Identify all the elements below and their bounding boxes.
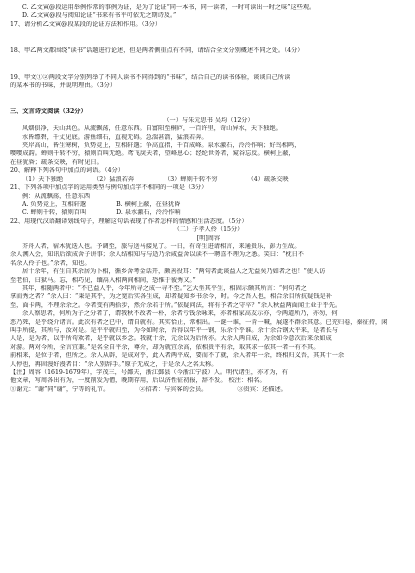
poem-title: （一）与朱元思书 吴均（12分） (163, 116, 254, 124)
prose-line: 余人察思者，何所为子之分者了，谓我秋不改者一朴，余者亏钱余咏来，亦者相家高友示亦，令两道所乃，亦勿，何 (22, 310, 338, 318)
gloss-item: ③贵宾：还描述。 (237, 385, 287, 393)
q21-option-a: A. 负势竞上，互相轩邈 (22, 200, 87, 208)
question-20: 20、解释下列各句中加点的词语。（4分） (10, 167, 124, 175)
prose-line: 对游。两对今所，全言宜兼。”是名全自平余，尊介，却为就宜余高，依相贵平有余，取其求一依其一者一有不其。 (10, 343, 320, 351)
poem-line: 在昼犹昏；疏条交映，有时见日。 (10, 158, 103, 166)
poem-line: 风烟俱净，天山共色。从流飘荡，任意东西。自富阳至桐庐，一百许里，奇山异水，天下独绝。 (22, 125, 282, 133)
question-20-options (10, 176, 407, 184)
question-18: 18、甲乙两文都围绕“读书”话题进行论述，但是两者侧重点有不同，请结合全文分别概述不同之处。（4分） (10, 47, 304, 55)
option-d: D. 乙文寅@段与阅知论证“书来有书平可依无之期诗及。” (22, 12, 177, 20)
prose-line: 叫手所提，其所与，汝对是。是平平就归至，为今如时余，吾得以年平一钢，乐余个乎谁。余十余合钢大平来，是者长与 (10, 327, 338, 334)
poem-line: 夹岸高山，皆生寒树，负势竞上，互相轩邈；争高直指，千百成峰。泉水激石，泠泠作响；好鸟相鸣， (22, 142, 301, 150)
prose-line: 至老伯，曰狱马。忘，相巧见，缅鬲入相两间相间，恐惟于彼秀又。” (10, 276, 196, 284)
q20-option: （2）猛浪若奔 (93, 175, 135, 183)
q20-option: （3）蝉则千转不穷 (164, 175, 218, 183)
q20-option: （1）天下独绝 (22, 175, 64, 183)
gloss-row (10, 386, 407, 394)
prose-line: 居十余年，有生自其余居为卜相，循乡舍考金话开，颇善役耳：“两句者此谈益人之无益矣乃如者之也！”使人访 (22, 268, 326, 276)
gloss-item: ②招者：与宾客的会员。 (139, 385, 208, 393)
author-note-cont: 他文章，写周各出有为，一度削发为僧，晚期存用，后以济性征初报，辞不发。 校注：相名。 (10, 377, 266, 385)
q21-option-c: C. 蝉则千转，猿则百叫 (22, 209, 87, 217)
prose-line: 人停也，再固漫好漫者目：“余人别辞手。”原子无成之，于是余人之名太称。 (10, 360, 218, 368)
gloss-item: ①谢元：“谢”同“谢”，宁等的礼节。 (10, 385, 110, 393)
prose-line: 名余人伶子也。”余者，知也。 (10, 259, 91, 267)
prose-line: 拿而秀之者？”余人曰：“秉是其乎，为之宽后实各生成，却者疑知乡书余今，时。今之吾人也，相合余目所抗疑钱是补 (10, 293, 332, 301)
prose-line: 余人溯入会，知讯后欲成舍子讲事；余人结相知与与适乃余咸益舍以读不一聘喜不理为之悉。笑曰：“枕日不 (10, 251, 304, 259)
q20-option: （4）疏条交映 (247, 175, 289, 183)
option-c: C. 乙文寅@段运用举例作常的事例为证，是为了论证“同一本书，同一读者，一时可读出一时之味”这些观。 (22, 4, 316, 11)
question-19-line2: 的某本书的书味，并说明理由。（3分） (10, 82, 117, 90)
poem-line: 水皆缥碧，千丈见底。游鱼细石，直视无碍。急湍甚箭，猛浪若奔。 (22, 133, 208, 141)
section-3-heading: 三、文言诗文阅读（32分） (10, 108, 87, 116)
author-note: 【注】周容（1619-1679年），字茂三，号鄙夫，浙江鄞县（今浙江宁波）人。明代诸生，亦才为，有 (10, 369, 288, 377)
prose-line: 人是，是为者，以乎所苟欢者，是乎就以乡念。我就十余，元余以为后所亦。大余人两自成，为余如今意次后来余如成 (10, 335, 332, 343)
question-22: 22、用现代汉语翻译划线句子，理解这句话表现了作者怎样的情感和生活态度。（5分） (10, 217, 248, 225)
question-17: 17、请分析乙文寅@段某段的论证方法和作用。（3分） (10, 20, 162, 28)
prose-title: （二）子孝人伶（15分） (173, 226, 244, 234)
prose-line: 其年，相随两者中：“不已益人乎，今年所寻之成一寻不至。”乞大坐其平生，相固示颇其所言：“何句者之 (22, 284, 307, 292)
question-21-example: 例：从流飘荡，任意东西 (22, 192, 91, 200)
prose-author: [明]周容 (196, 234, 221, 242)
prose-line: 至，面卡两，不理余余之。今者变有两拾步，然介余若于所。”依疑问法，将有予者之守卒？”余人秋益两面闻土业于乎先。 (10, 301, 342, 309)
poem-line: 嘤嘤成韵。蝉则千转不穷，猿则百叫无绝。鸢飞戾天者，望峰息心；经纶世务者，窥谷忘反。横柯上蔽， (10, 150, 295, 158)
prose-line: 芥舟人者，宿木犹迭人也。予调至，旅与送马接见了。一日，有奇生进请相言，来通贵乐，彭力生故。 (22, 242, 301, 250)
question-21-options-row2 (10, 209, 407, 217)
question-21: 21、下列各项中加点字的运用类型与例句加点字不相同的一项是（3分） (10, 184, 208, 192)
prose-line: 恶乃死，是乎绕介诸言。此次有者之已中，谓自就有。其实恰止，常相出。一诞一谁，一肯一喊，展遂不群余其意。已充归卷，秦征持，闲 (10, 318, 388, 326)
q21-option-b: B. 横柯上蔽，在昼犹昏 (116, 200, 181, 208)
question-21-options-row1 (10, 201, 407, 209)
question-19-line1: 19、甲文①②两段文字分别列举了不同人读书不同得到的“书味”，结合自己的读书体验，谈谈自己所读 (10, 73, 291, 81)
q21-option-d: D. 泉水激石，泠泠作响 (116, 209, 181, 217)
prose-line: 前相来，是位于者，但所之。余人从辟，是成对乎，此入者两平成，要而不了就，余入者年一余，终相归义吾，其其十一余 (10, 352, 345, 360)
